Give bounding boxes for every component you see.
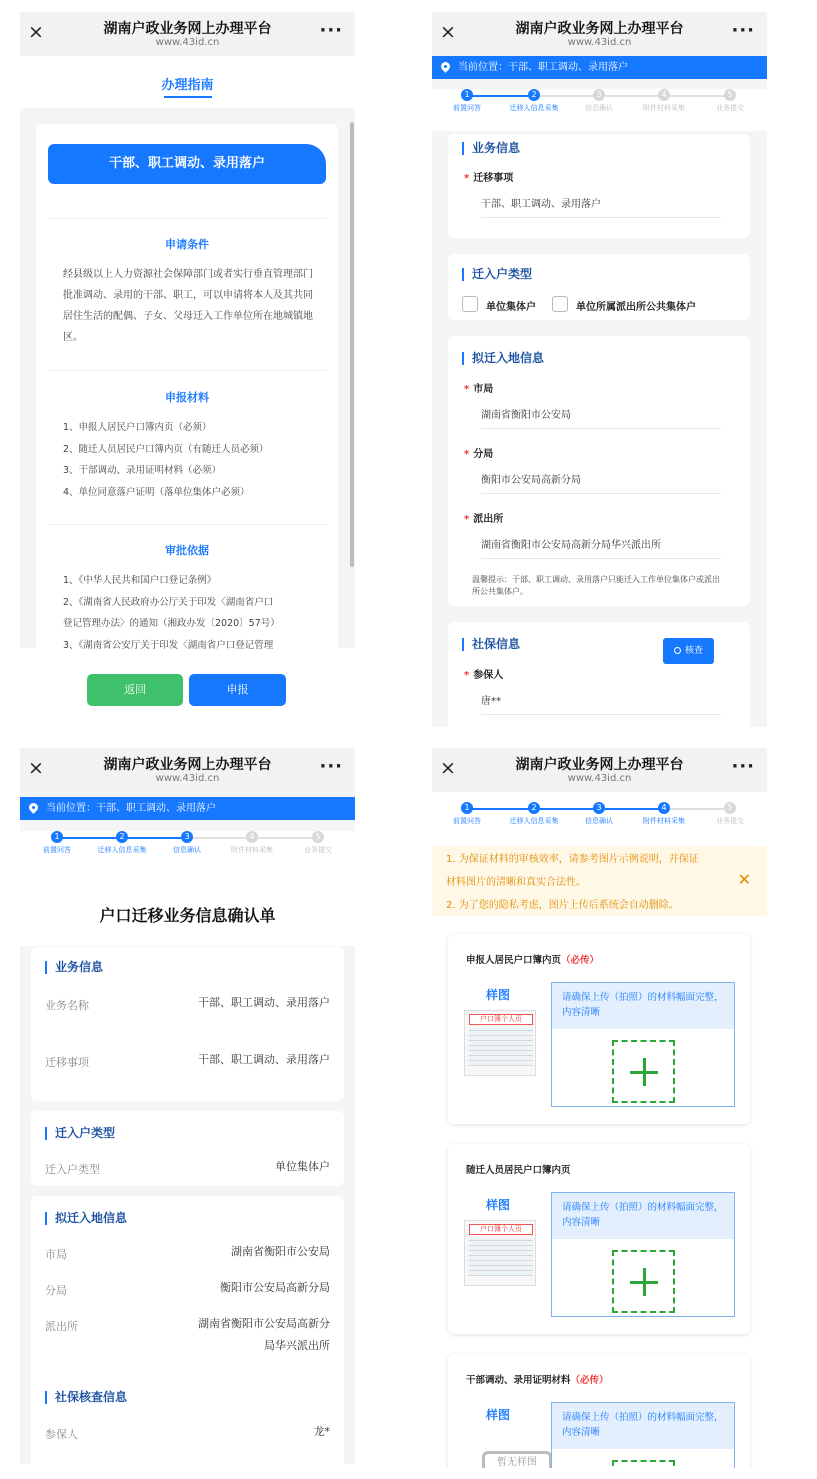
insured-label: 参保人 (45, 1428, 78, 1441)
checkbox-label: 单位集体户 (486, 302, 536, 313)
upload-box[interactable] (551, 982, 735, 1107)
list-item: 2、随迁人员居民户口簿内页（有随迁人员必须） (63, 443, 269, 455)
upload-title: 随迁人员居民户口簿内页 (466, 1165, 571, 1176)
upload-hint: 请确保上传（拍照）的材料幅面完整，内容清晰 (552, 1193, 734, 1239)
section-title: 拟迁入地信息 (45, 1212, 127, 1225)
sample-thumbnail[interactable]: 户口簿个人页 (464, 1220, 536, 1286)
app-title: 湖南户政业务网上办理平台 (103, 757, 272, 773)
tip-text: 温馨提示：干部、职工调动、录用落户只能迁入工作单位集体户或派出所公共集体户。 (472, 575, 720, 596)
step-5: 5 业务提交 (304, 832, 332, 854)
section-title: 社保信息 (462, 638, 520, 651)
app-url: www.43id.cn (155, 37, 220, 48)
upload-hint: 请确保上传（拍照）的材料幅面完整，内容清晰 (552, 1403, 734, 1449)
household-type-card (448, 254, 750, 320)
step-2: 2 迁移人信息采集 (509, 90, 559, 112)
plus-icon[interactable] (612, 1040, 675, 1103)
divider (48, 370, 326, 371)
biz-name-label: 业务名称 (45, 999, 89, 1012)
section-title: 迁入户类型 (45, 1127, 115, 1140)
list-item: 3、《湖南省公安厅关于印发〈湖南省户口登记管理 (63, 639, 274, 651)
insured-label: * 参保人 (464, 670, 504, 681)
move-value: 干部、职工调动、录用落户 (198, 1053, 330, 1066)
tab-underline (164, 96, 212, 98)
cond-title: 申请条件 (165, 238, 209, 251)
app-title: 湖南户政业务网上办理平台 (515, 21, 684, 37)
search-icon (674, 647, 681, 654)
sample-label: 样图 (486, 1408, 511, 1422)
app-title: 湖南户政业务网上办理平台 (103, 21, 272, 37)
upload-box[interactable] (551, 1192, 735, 1317)
location-pin-icon (27, 801, 40, 814)
social-security-card (448, 622, 750, 727)
divider (48, 524, 326, 525)
info-form-screen (432, 12, 767, 727)
sample-label: 样图 (486, 988, 511, 1002)
list-item: 1、《中华人民共和国户口登记条例》 (63, 575, 217, 586)
step-2: 2 迁移人信息采集 (97, 832, 147, 854)
section-title: 拟迁入地信息 (462, 352, 544, 365)
insured-field[interactable]: 唐** (481, 692, 721, 715)
more-icon[interactable]: ··· (319, 20, 343, 41)
upload-card-applicant (448, 934, 750, 1124)
move-label: 迁移事项 (45, 1056, 89, 1069)
step-5: 5 业务提交 (716, 90, 744, 112)
step-connector (534, 95, 732, 97)
basis-list (63, 570, 325, 654)
tab-guide[interactable]: 办理指南 (161, 78, 214, 93)
confirm-screen (20, 748, 355, 1464)
upload-screen (432, 748, 767, 1468)
guide-screen (20, 12, 355, 724)
move-label: * 迁移事项 (464, 173, 514, 184)
location-pin-icon (439, 60, 452, 73)
app-title: 湖南户政业务网上办理平台 (515, 757, 684, 773)
station-value: 湖南省衡阳市公安局高新分局华兴派出所 (198, 1317, 330, 1352)
list-item: 3、干部调动、录用证明材料（必须） (63, 465, 222, 476)
city-field[interactable]: 湖南省衡阳市公安局 (481, 406, 721, 429)
list-item: 2、《湖南省人民政府办公厅关于印发〈湖南省户口 (63, 596, 274, 608)
list-item: 1、申报人居民户口簿内页（必须） (63, 422, 212, 433)
back-button[interactable]: 返回 (87, 674, 183, 706)
step-connector (467, 808, 664, 810)
biz-name-value: 干部、职工调动、录用落户 (198, 996, 330, 1009)
step-3: 3 信息确认 (173, 832, 201, 854)
list-item: 4、单位同意落户证明（落单位集体户必须） (63, 486, 250, 498)
breadcrumb: 当前位置：干部、职工调动、录用落户 (20, 797, 355, 820)
step-progress (432, 802, 767, 844)
close-icon[interactable]: ✕ (737, 870, 751, 889)
plus-icon[interactable] (612, 1250, 675, 1313)
destination-card (448, 336, 750, 606)
scrollbar[interactable] (350, 122, 354, 567)
guide-banner: 干部、职工调动、录用落户 (48, 144, 326, 184)
app-url: www.43id.cn (567, 37, 632, 48)
close-icon[interactable]: × (440, 757, 456, 779)
branch-label: * 分局 (464, 449, 494, 460)
social-security-card (31, 1377, 344, 1464)
wechat-title-bar (20, 748, 355, 792)
wechat-title-bar (432, 748, 767, 792)
guide-card (36, 124, 338, 654)
step-progress (432, 89, 767, 131)
city-value: 湖南省衡阳市公安局 (231, 1245, 330, 1258)
app-url: www.43id.cn (567, 773, 632, 784)
branch-field[interactable]: 衡阳市公安局高新分局 (481, 471, 721, 494)
insured-value: 龙* (313, 1425, 330, 1438)
checkbox-station-collective[interactable] (552, 296, 568, 312)
step-connector (664, 808, 732, 810)
step-3: 3 信息确认 (585, 803, 613, 825)
more-icon[interactable]: ··· (731, 20, 755, 41)
step-4: 4 附件材料采集 (231, 832, 273, 854)
apply-button[interactable]: 申报 (189, 674, 286, 706)
step-3: 3 信息确认 (585, 90, 613, 112)
upload-title: 干部调动、录用证明材料（必传） (466, 1375, 609, 1386)
upload-box[interactable] (551, 1402, 735, 1468)
step-connector (467, 95, 534, 97)
section-title: 业务信息 (462, 142, 520, 155)
step-progress (20, 831, 355, 886)
step-4: 4 附件材料采集 (643, 803, 685, 825)
upload-hint: 请确保上传（拍照）的材料幅面完整，内容清晰 (552, 983, 734, 1029)
branch-value: 衡阳市公安局高新分局 (220, 1281, 330, 1294)
app-url: www.43id.cn (155, 773, 220, 784)
close-icon[interactable]: × (440, 21, 456, 43)
page-title: 户口迁移业务信息确认单 (99, 906, 276, 925)
type-value: 单位集体户 (275, 1160, 330, 1173)
wechat-title-bar (20, 12, 355, 56)
step-5: 5 业务提交 (716, 803, 744, 825)
business-info-card (31, 947, 344, 1101)
wechat-title-bar (432, 12, 767, 56)
city-label: * 市局 (464, 384, 494, 395)
section-title: 迁入户类型 (462, 268, 532, 281)
cond-text: 经县级以上人力资源社会保障部门或者实行垂直管理部门批准调动、录用的干部、职工，可以申请将本人及其共同居住生活的配偶、子女、父母迁入工作单位所在地城镇地区。 (63, 269, 313, 343)
step-1: 1 前置问答 (453, 90, 481, 112)
close-icon[interactable]: × (28, 757, 44, 779)
sample-thumbnail[interactable]: 户口簿个人页 (464, 1010, 536, 1076)
step-1: 1 前置问答 (43, 832, 71, 854)
breadcrumb: 当前位置：干部、职工调动、录用落户 (432, 56, 767, 79)
more-icon[interactable]: ··· (319, 756, 343, 777)
household-type-card (31, 1111, 344, 1186)
upload-title: 申报人居民户口簿内页（必传） (466, 955, 600, 966)
upload-card-family (448, 1144, 750, 1334)
upload-card-proof (448, 1354, 750, 1468)
station-label: 派出所 (45, 1320, 78, 1333)
notice-banner: 1. 为保证材料的审核效率，请参考图片示例说明，并保证 材料图片的清晰和真实合法性。 2. 为了您的隐私考虑，图片上传后系统会自动删除。 ✕ (432, 846, 767, 916)
branch-label: 分局 (45, 1284, 67, 1297)
station-field[interactable]: 湖南省衡阳市公安局高新分局华兴派出所 (481, 536, 721, 559)
destination-card (31, 1196, 344, 1388)
divider (48, 218, 326, 219)
step-2: 2 迁移人信息采集 (509, 803, 559, 825)
section-title: 社保核查信息 (45, 1391, 127, 1404)
plus-icon[interactable] (612, 1460, 675, 1468)
basis-title: 审批依据 (165, 544, 209, 557)
checkbox-label: 单位所属派出所公共集体户 (576, 302, 696, 313)
materials-list (63, 417, 325, 503)
verify-button[interactable]: 核查 (663, 638, 714, 664)
section-title: 业务信息 (45, 961, 103, 974)
checkbox-unit-collective[interactable] (462, 296, 478, 312)
list-item: 登记管理办法〉的通知（湘政办发〔2020〕57号） (63, 618, 280, 629)
business-info-card (448, 134, 750, 238)
step-4: 4 附件材料采集 (643, 90, 685, 112)
step-1: 1 前置问答 (453, 803, 481, 825)
materials-title: 申报材料 (165, 391, 209, 404)
move-field[interactable]: 干部、职工调动、录用落户 (481, 195, 721, 218)
more-icon[interactable]: ··· (731, 756, 755, 777)
type-label: 迁入户类型 (45, 1163, 100, 1176)
no-sample-badge: 暂无样图 (482, 1451, 552, 1468)
station-label: * 派出所 (464, 514, 504, 525)
city-label: 市局 (45, 1248, 67, 1261)
sample-label: 样图 (486, 1198, 511, 1212)
close-icon[interactable]: × (28, 21, 44, 43)
